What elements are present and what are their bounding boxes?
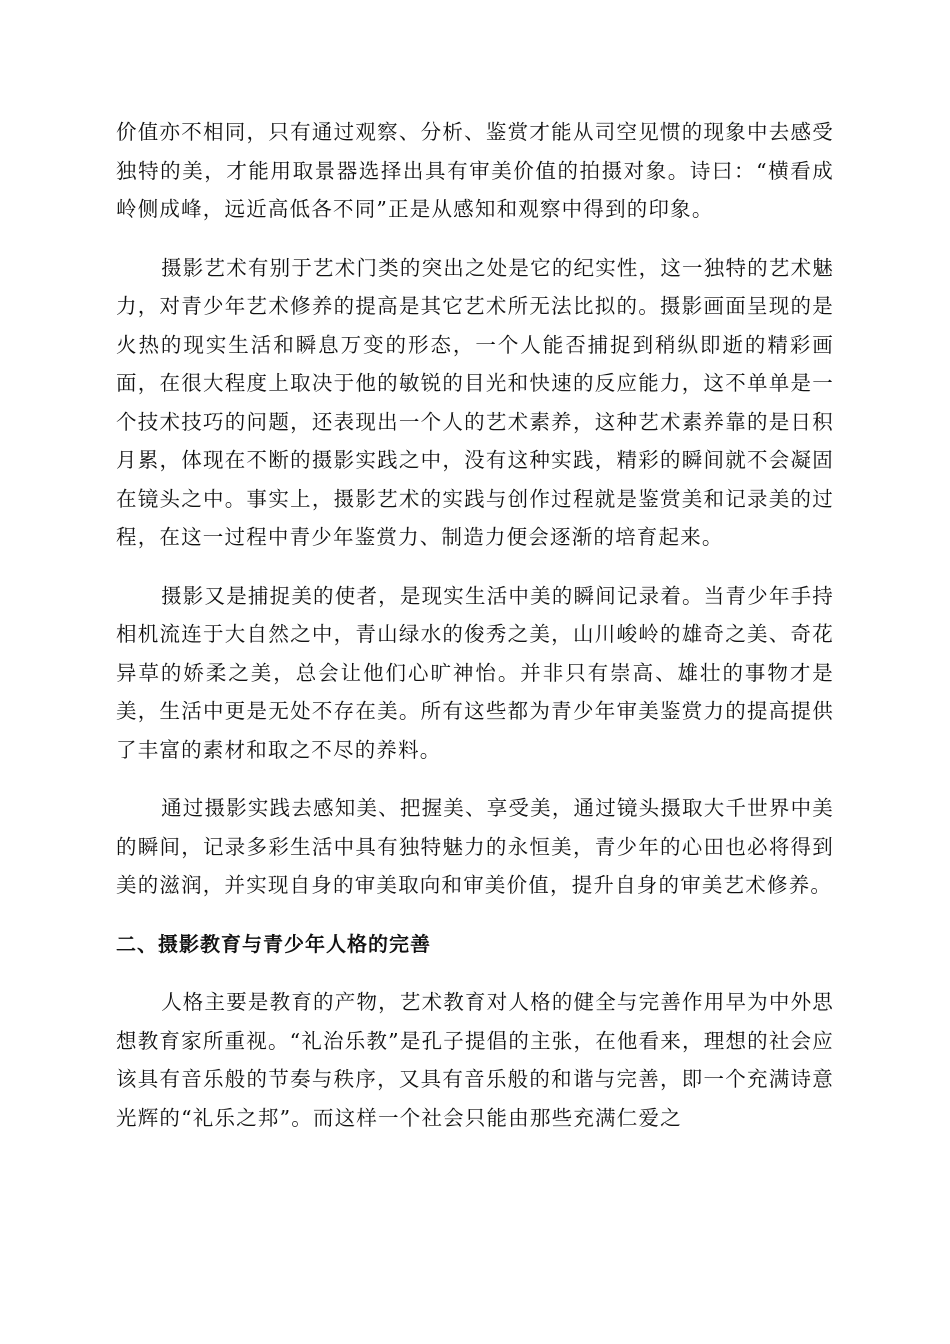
paragraph-personality: 人格主要是教育的产物，艺术教育对人格的健全与完善作用早为中外思想教育家所重视。“礼治乐教”是孔子提倡的主张，在他看来，理想的社会应该具有音乐般的节奏与秩序，又具有音乐般的和谐与完善，即一个充满诗意光辉的“礼乐之邦”。而这样一个社会只能由那些充满仁爱之 [116, 990, 834, 1130]
document-body [116, 113, 834, 1157]
section-heading: 二、摄影教育与青少年人格的完善 [116, 931, 431, 956]
paragraph-continuation: 价值亦不相同，只有通过观察、分析、鉴赏才能从司空见惯的现象中去感受独特的美，才能用取景器选择出具有审美价值的拍摄对象。诗曰：“横看成岭侧成峰，远近高低各不同”正是从感知和观察中得到的印象。 [116, 120, 834, 221]
paragraph-capturing-beauty: 摄影又是捕捉美的使者，是现实生活中美的瞬间记录着。当青少年手持相机流连于大自然之中，青山绿水的俊秀之美，山川峻岭的雄奇之美、奇花异草的娇柔之美，总会让他们心旷神怡。并非只有崇高、雄壮的事物才是美，生活中更是无处不存在美。所有这些都为青少年审美鉴赏力的提高提供了丰富的素材和取之不尽的养料。 [116, 583, 834, 762]
paragraph-documentary-nature: 摄影艺术有别于艺术门类的突出之处是它的纪实性，这一独特的艺术魅力，对青少年艺术修养的提高是其它艺术所无法比拟的。摄影画面呈现的是火热的现实生活和瞬息万变的形态，一个人能否捕捉到稍纵即逝的精彩画面，在很大程度上取决于他的敏锐的目光和快速的反应能力，这不单单是一个技术技巧的问题，还表现出一个人的艺术素养，这种艺术素养靠的是日积月累，体现在不断的摄影实践之中，没有这种实践，精彩的瞬间就不会凝固在镜头之中。事实上，摄影艺术的实践与创作过程就是鉴赏美和记录美的过程，在这一过程中青少年鉴赏力、制造力便会逐渐的培育起来。 [116, 255, 834, 549]
paragraph-aesthetic-cultivation: 通过摄影实践去感知美、把握美、享受美，通过镜头摄取大千世界中美的瞬间，记录多彩生活中具有独特魅力的永恒美，青少年的心田也必将得到美的滋润，并实现自身的审美取向和审美价值，提升自身的审美艺术修养。 [116, 796, 834, 897]
